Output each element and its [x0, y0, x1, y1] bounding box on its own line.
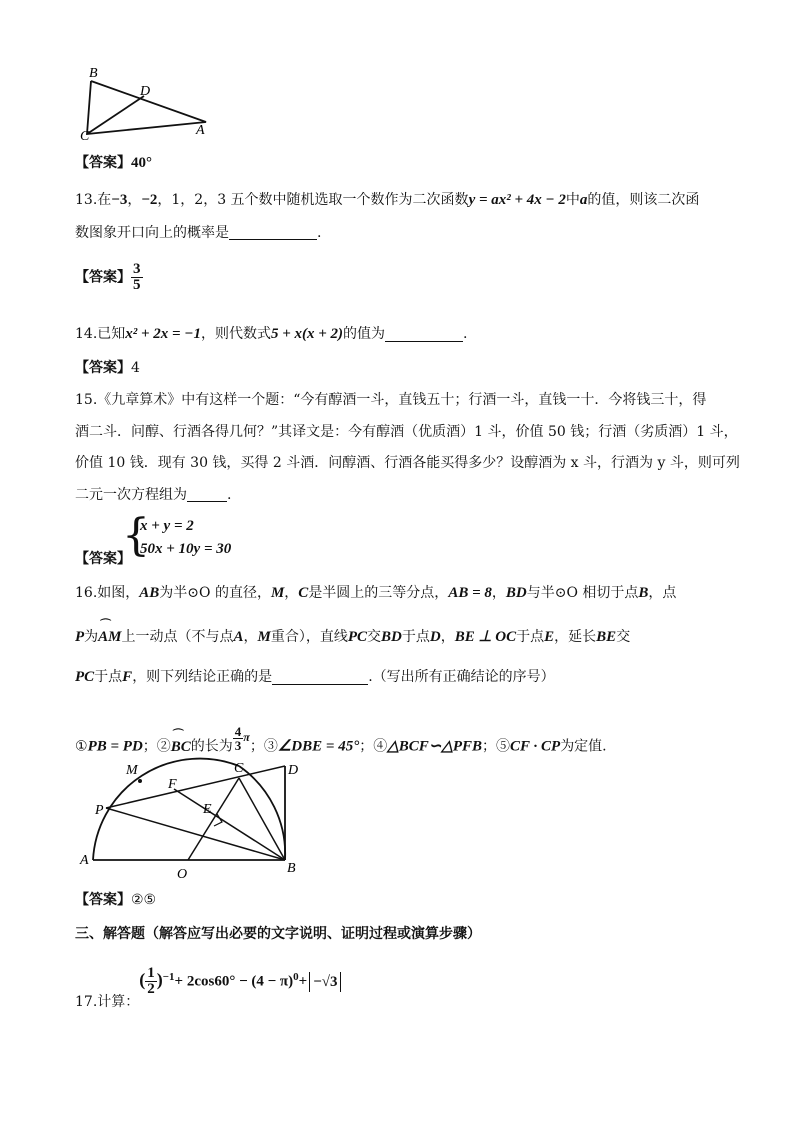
- q13-answer-line: [75, 262, 143, 293]
- q16-symbol: C: [298, 585, 309, 601]
- segment-cb: [239, 778, 285, 860]
- q13-a: a: [579, 192, 588, 208]
- q16-text: ，延长: [554, 629, 597, 645]
- section-title: 三、解答题（解答应写出必要的文字说明、证明过程或演算步骤）: [75, 926, 481, 942]
- q15-text: 二元一次方程组为: [75, 487, 187, 503]
- q13-line2: [75, 225, 321, 240]
- q15-line2: [75, 425, 738, 439]
- q16-text: 交: [616, 629, 631, 645]
- q13-text: 的值，则该二次函: [587, 192, 700, 208]
- segment-oc: [188, 778, 239, 860]
- q13-text: .: [317, 225, 322, 241]
- q16-text: 的长为: [190, 738, 233, 755]
- q16-line2: [75, 619, 631, 645]
- q16-text: ；③: [249, 738, 278, 755]
- q15-number: 15.: [75, 392, 98, 408]
- q14-answer: 4: [131, 360, 140, 376]
- q16-symbol: PC: [75, 669, 95, 685]
- label-m: M: [126, 763, 138, 778]
- q16-text: 为半⊙O 的直径，: [159, 585, 271, 601]
- q16-text: ，: [284, 585, 299, 601]
- length-fraction: [233, 725, 244, 752]
- q14-expression: 5 + x(x + 2): [270, 326, 344, 342]
- arc-mark-icon: ⌒: [172, 728, 184, 741]
- q15-text: 酒二斗．问醇、行酒各得几何？”其译文是：今有醇酒（优质酒）1 斗，价值 50 钱；行酒（劣质酒）1 斗，: [75, 424, 738, 440]
- q16-symbol: BD: [381, 629, 402, 645]
- paren-open: (: [139, 969, 146, 990]
- q16-symbol: M: [270, 585, 285, 601]
- answer-blank[interactable]: [229, 225, 317, 240]
- fraction-denominator: 5: [133, 277, 141, 293]
- answer-label: 【答案】: [75, 892, 131, 908]
- arc-bc-label: BC: [170, 738, 191, 755]
- q15-line1: [75, 393, 706, 407]
- pi-symbol: π: [243, 729, 250, 744]
- q17-line: [75, 965, 341, 1010]
- triangle-figure-q12: [78, 66, 218, 142]
- q16-text: ；②: [142, 738, 171, 755]
- label-a: A: [80, 853, 89, 868]
- q16-statement-4: △BCF∽△PFB: [387, 738, 483, 755]
- q12-answer-line: [75, 156, 152, 171]
- q13-text: 数图象开口向上的概率是: [75, 225, 229, 241]
- q14-number: 14.: [75, 326, 98, 342]
- q16-text: ①: [75, 738, 88, 755]
- fraction-denominator: 3: [234, 738, 242, 753]
- q16-symbol: P: [75, 629, 85, 645]
- q16-text: 重合），直线: [270, 629, 348, 645]
- q16-symbol: BE: [596, 629, 617, 645]
- label-p: P: [95, 803, 104, 818]
- arc-am-label: AM: [98, 629, 122, 645]
- q16-answer: ②⑤: [131, 892, 157, 908]
- answer-blank[interactable]: [272, 670, 368, 685]
- answer-label: 【答案】: [75, 360, 131, 376]
- equation-system-brace: {: [122, 510, 150, 561]
- q13-text: ，1，2，3 五个数中随机选取一个数作为二次函数: [157, 192, 469, 208]
- q16-statement-3: ∠DBE = 45°: [277, 738, 360, 755]
- label-e: E: [203, 802, 212, 817]
- q16-symbol: D: [429, 629, 441, 645]
- label-d: D: [140, 84, 151, 99]
- label-o: O: [177, 867, 188, 882]
- q16-text: 如图，: [97, 585, 140, 601]
- label-b: B: [89, 66, 98, 81]
- answer-blank[interactable]: [385, 327, 463, 342]
- q16-symbol: M: [257, 629, 271, 645]
- label-b: B: [287, 861, 296, 876]
- q16-text: 为定值.: [560, 738, 607, 755]
- label-f: F: [168, 777, 177, 792]
- exponent: 0: [293, 970, 299, 983]
- q16-text: 上一动点（不与点: [121, 629, 234, 645]
- q16-symbol: F: [122, 669, 133, 685]
- q16-text: 是半圆上的三等分点，: [308, 585, 449, 601]
- label-c: C: [234, 761, 244, 776]
- answer-label: 【答案】: [75, 155, 131, 171]
- q16-text: 于点: [401, 629, 430, 645]
- q16-symbol: BE ⊥ OC: [454, 629, 517, 645]
- answer-blank[interactable]: [187, 487, 227, 502]
- label-a: A: [196, 123, 205, 138]
- q16-line3: [75, 670, 555, 685]
- q17-number: 17.: [75, 993, 98, 1010]
- q16-symbol: A: [233, 629, 244, 645]
- q16-symbol: E: [544, 629, 555, 645]
- label-d: D: [288, 763, 299, 778]
- q15-equation-1: x + y = 2: [140, 518, 194, 534]
- q16-text: ；⑤: [482, 738, 511, 755]
- q13-answer-fraction: [131, 262, 143, 293]
- q16-symbol: PC: [347, 629, 368, 645]
- q13-value: −2: [141, 192, 158, 208]
- q15-line4: [75, 487, 231, 502]
- paren-close: ): [156, 969, 163, 990]
- q16-text: ，: [491, 585, 506, 601]
- q16-text: 与半⊙O 相切于点: [526, 585, 639, 601]
- q17-half-fraction: [145, 966, 157, 997]
- q16-statement-5: CF · CP: [510, 738, 561, 755]
- q16-text: 于点: [516, 629, 545, 645]
- q16-text: 于点: [94, 669, 123, 685]
- q16-line1: [75, 586, 676, 601]
- q15-text: 《九章算术》中有这样一个题：“今有醇酒一斗，直钱五十；行酒一斗，直钱一十．今将钱三十，得: [97, 392, 707, 408]
- exponent: −1: [162, 970, 175, 983]
- q14-text: 已知: [97, 326, 126, 342]
- q16-text: 交: [367, 629, 382, 645]
- segment-fb: [174, 789, 285, 860]
- q14-equation: x² + 2x = −1: [125, 326, 201, 342]
- q17-text: 计算：: [97, 993, 140, 1010]
- fraction-numerator: 1: [147, 965, 155, 981]
- q13-value: −3: [111, 192, 128, 208]
- q16-text: 为: [84, 629, 99, 645]
- answer-label: 【答案】: [75, 269, 131, 286]
- arc-mark-icon: ⌒: [100, 619, 112, 631]
- q14-line: [75, 327, 468, 342]
- q16-text: ，点: [648, 585, 677, 601]
- semicircle-arc: [93, 759, 239, 860]
- q14-text: ，则代数式: [200, 326, 271, 342]
- q15-equation-2: 50x + 10y = 30: [140, 541, 232, 557]
- q13-number: 13.: [75, 192, 98, 208]
- fraction-numerator: 3: [133, 261, 141, 277]
- q16-symbol: BD: [505, 585, 527, 601]
- q14-answer-line: [75, 361, 140, 375]
- q13-text: 中: [565, 192, 580, 208]
- q16-text: ；④: [359, 738, 388, 755]
- answer-label: 【答案】: [75, 551, 131, 567]
- q16-number: 16.: [75, 585, 98, 601]
- q16-symbol: AB = 8: [448, 585, 492, 601]
- absolute-value: −√3: [309, 972, 341, 992]
- q16-text: .（写出所有正确结论的序号）: [368, 669, 555, 685]
- q15-text: 价值 10 钱．现有 30 钱，买得 2 斗酒．问醇酒、行酒各能买得多少？设醇酒为 x 斗，行酒为 y 斗，则可列: [75, 455, 740, 471]
- q15-text: .: [227, 487, 232, 503]
- q12-answer: 40°: [131, 155, 152, 171]
- label-c: C: [80, 129, 90, 142]
- q17-expression: + 2cos60° − (4 − π): [174, 973, 294, 990]
- fraction-denominator: 2: [147, 981, 155, 997]
- q17-expression: +: [298, 973, 308, 990]
- q15-line3: [75, 456, 740, 470]
- q14-text: 的值为: [343, 326, 386, 342]
- q16-statement-1: PB = PD: [87, 738, 143, 755]
- q13-text: ，: [127, 192, 142, 208]
- q13-line1: [75, 193, 699, 208]
- q16-text: ，: [243, 629, 258, 645]
- q16-text: ，则下列结论正确的是: [132, 669, 273, 685]
- q13-function: y = ax² + 4x − 2: [468, 192, 566, 208]
- q16-symbol: B: [638, 585, 649, 601]
- q16-text: ，: [440, 629, 455, 645]
- arc-bc: [170, 728, 191, 755]
- semicircle-figure-q16: [70, 756, 320, 884]
- q13-text: 在: [97, 192, 112, 208]
- fraction-numerator: 4: [234, 724, 242, 739]
- segment-pb: [106, 808, 285, 860]
- q16-answer-line: [75, 893, 156, 907]
- q14-text: .: [463, 326, 468, 342]
- arc-am: [98, 619, 122, 645]
- q16-symbol: AB: [139, 585, 160, 601]
- point-m: [138, 779, 142, 783]
